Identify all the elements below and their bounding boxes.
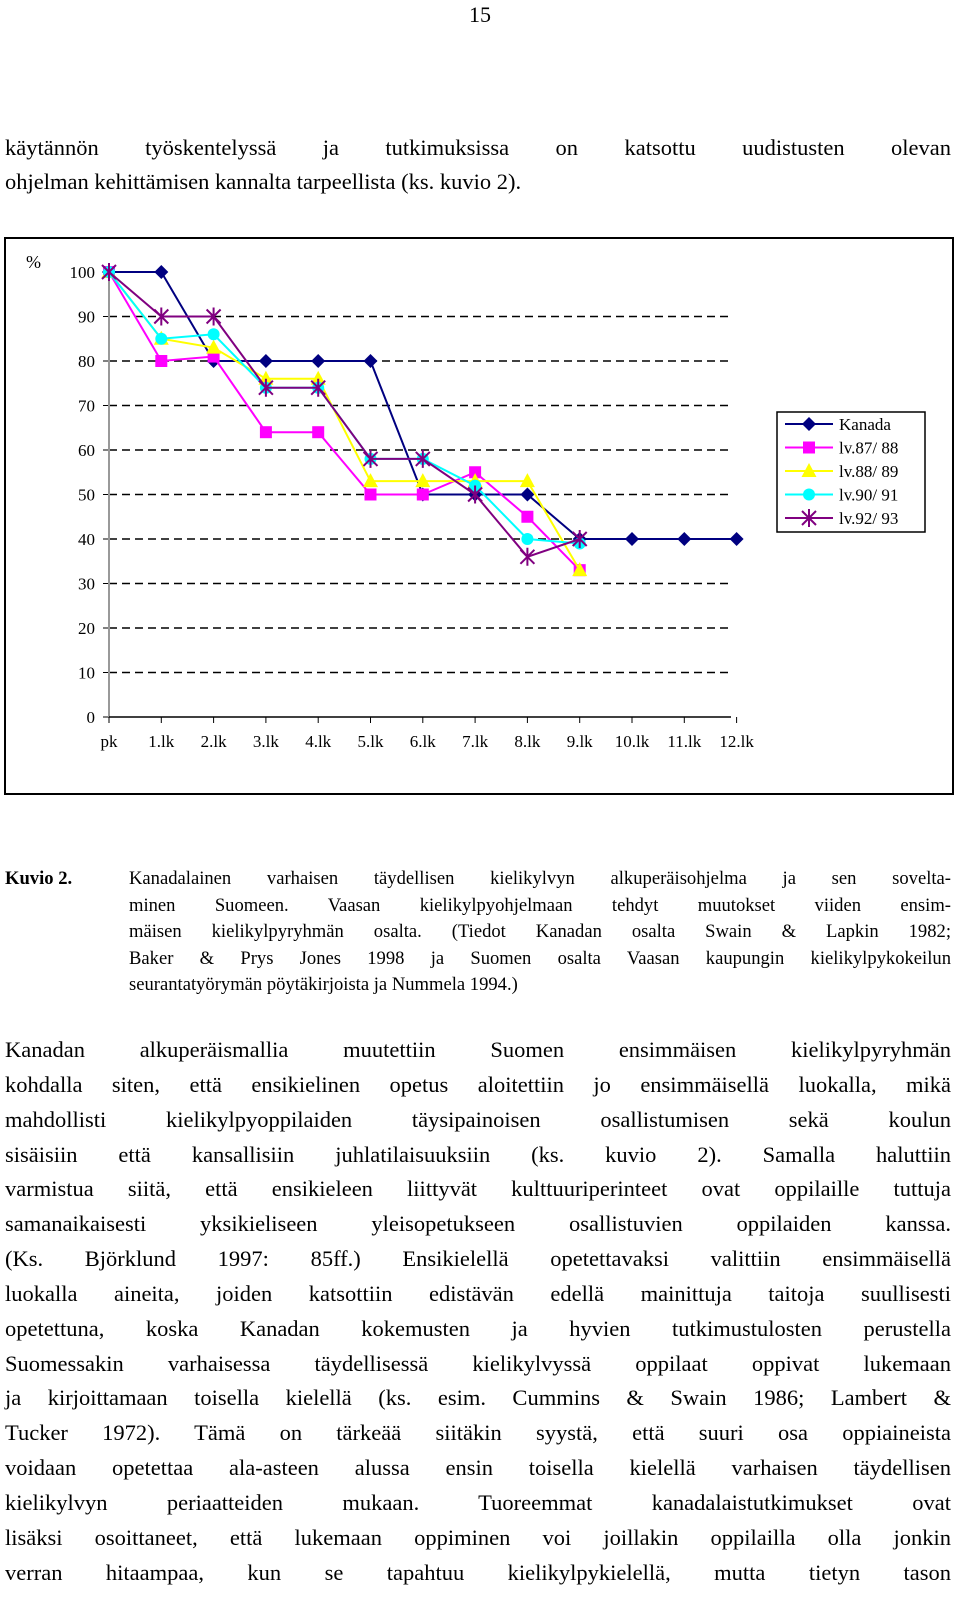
text-line: käytännön työskentelyssä ja tutkimuksissa on katsottu uudistusten olevan [5,135,951,160]
y-tick-label: 20 [78,619,95,638]
data-point-shape [154,265,168,279]
legend-label: lv.88/ 89 [839,462,899,481]
data-point [312,426,324,438]
caption-line: minen Suomeen. Vaasan kielikylpyohjelmaan tehdyt muutokset viiden ensim- [129,894,951,916]
y-tick-label: 60 [78,441,95,460]
data-point [155,333,167,345]
legend-marker [803,489,815,501]
y-tick-label: 30 [78,574,95,594]
data-point-shape [520,548,534,566]
text-line: Tucker 1972). Tämä on tärkeää siitäkin syystä, että suuri osa oppiaineista [5,1420,951,1446]
x-tick-label: 1.lk [148,732,175,751]
text-line: mahdollisti kielikylpyoppilaiden täysipainoisen osallistumisen sekä koulun [5,1106,951,1132]
text-line: Suomessakin varhaisessa täydellisessä kielikylvyssä oppilaat oppivat lukemaan [5,1350,951,1376]
text-line: varmistua siitä, että ensikieleen liittyvät kulttuuriperinteet ovat oppilaille tuttuja [5,1176,951,1202]
intro-paragraph [5,131,951,200]
caption-text [129,866,951,999]
legend-label: lv.87/ 88 [839,438,899,458]
body-paragraph [5,1033,951,1591]
x-tick-label: pk [100,732,118,751]
text-line: kohdalla siten, että ensikielinen opetus aloitettiin jo ensimmäisellä luokalla, mikä [5,1071,951,1097]
x-tick-label: 10.lk [614,732,650,751]
text-line: ohjelman kehittämisen kannalta tarpeellista (ks. kuvio 2). [5,169,522,195]
x-tick-label: 9.lk [566,732,593,751]
data-point-shape [417,489,429,501]
data-point [154,265,168,279]
text-line: voidaan opetettaa ala-asteen alussa ensin toisella kielellä varhaisen täydellisen [5,1455,951,1481]
data-point [521,511,533,523]
caption-label: Kuvio 2. [5,868,73,889]
legend-label: lv.92/ 93 [839,509,899,528]
x-tick-label: 2.lk [200,732,227,751]
data-point [677,532,691,546]
x-tick-label: 8.lk [514,732,541,751]
text-line: ja kirjoittamaan toisella kielellä (ks. esim. Cummins & Swain 1986; Lambert & [5,1385,951,1411]
data-point-shape [521,511,533,523]
data-point-shape [521,533,533,545]
y-tick-label: 40 [78,530,95,549]
y-tick-label: 0 [86,708,95,727]
data-point-shape [364,354,378,368]
data-point [260,426,272,438]
data-point-shape [155,333,167,345]
y-tick-label: 90 [78,307,95,327]
data-point [155,355,167,367]
page-number: 15 [469,2,491,27]
y-tick-label: 80 [78,352,95,371]
series-line [109,272,580,543]
data-point-shape [311,354,325,368]
x-tick-label: 12.lk [719,732,754,751]
text-line: opetettuna, koska Kanadan kokemusten ja hyvien tutkimustulosten perustella [5,1315,951,1341]
text-line: lisäksi osoittaneet, että lukemaan oppiminen voi joillakin oppilailla olla jonkin [5,1524,951,1550]
caption-line: mäisen kielikylpyryhmän osalta. (Tiedot Kanadan osalta Swain & Lapkin 1982; [129,921,951,943]
data-point [259,354,273,368]
y-tick-label: 70 [78,396,95,416]
x-tick-label: 4.lk [305,732,332,751]
y-tick-label: 10 [78,663,95,683]
text-line: samanaikaisesti yksikieliseen yleisopetukseen osallistuvien oppilaiden kanssa. [5,1211,951,1237]
chart-frame [4,237,954,795]
data-point-shape [259,354,273,368]
text-line: verran hitaampaa, kun se tapahtuu kielikylpykielellä, mutta tietyn tason [5,1559,951,1585]
x-tick-label: 5.lk [357,732,384,751]
caption-line: Baker & Prys Jones 1998 ja Suomen osalta Vaasan kaupungin kielikylpykokeilun [129,947,951,969]
text-line: kielikylvyn periaatteiden mukaan. Tuoreemmat kanadalaistutkimukset ovat [5,1489,951,1515]
data-point-shape [312,426,324,438]
data-point-shape [155,355,167,367]
x-tick-label: 3.lk [252,732,279,751]
y-tick-label: 100 [69,263,95,282]
text-line: luokalla aineita, joiden katsottiin edistävän edellä mainittuja taitoja suullisesti [5,1280,951,1306]
data-point [208,328,220,340]
data-point-shape [260,426,272,438]
data-point [311,354,325,368]
data-point [365,489,377,501]
caption-line: seurantatyörymän pöytäkirjoista ja Nummela 1994.) [129,974,518,996]
series-line [109,272,580,557]
data-point [521,533,533,545]
text-line: (Ks. Björklund 1997: 85ff.) Ensikielellä opetettavaksi valittiin ensimmäisellä [5,1246,951,1272]
legend-marker-shape [803,442,815,454]
data-point [730,532,744,546]
legend-marker [803,442,815,454]
data-point [417,489,429,501]
legend-label: lv.90/ 91 [839,485,899,505]
text-line: Kanadan alkuperäismallia muutettiin Suomen ensimmäisen kielikylpyryhmän [5,1037,951,1062]
data-point-shape [208,328,220,340]
legend-marker-shape [803,489,815,501]
x-tick-label: 11.lk [667,732,702,751]
data-point-shape [730,532,744,546]
legend-label: Kanada [839,415,891,434]
data-point [364,354,378,368]
x-tick-label: 6.lk [409,732,436,751]
data-point-shape [625,532,639,546]
data-point-shape [365,489,377,501]
y-tick-label: 50 [78,485,95,505]
line-chart [6,239,952,793]
data-point-shape [677,532,691,546]
data-point [520,548,534,566]
x-tick-label: 7.lk [462,732,489,751]
caption-line: Kanadalainen varhaisen täydellisen kielikylvyn alkuperäisohjelma ja sen sovelta- [129,868,951,889]
y-unit-label: % [26,252,41,272]
text-line: sisäisiin että kansallisiin juhlatilaisuuksiin (ks. kuvio 2). Samalla haluttiin [5,1141,951,1167]
data-point [625,532,639,546]
